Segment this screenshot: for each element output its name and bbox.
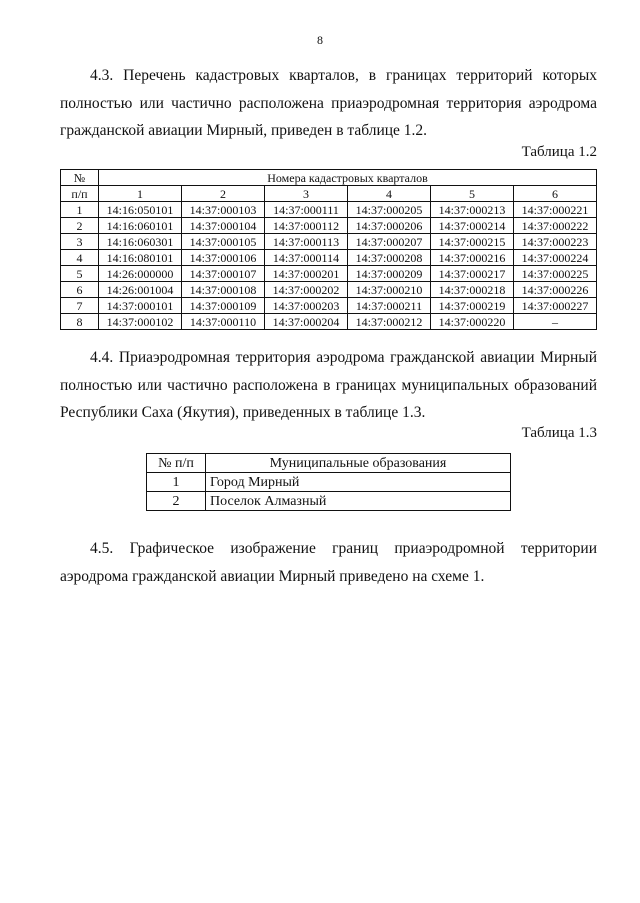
header-group-title: Номера кадастровых кварталов bbox=[99, 170, 597, 186]
column-header: 4 bbox=[348, 186, 431, 202]
column-header: 1 bbox=[99, 186, 182, 202]
cadastral-number-cell: 14:37:000113 bbox=[265, 234, 348, 250]
municipality-name-cell: Поселок Алмазный bbox=[206, 492, 511, 511]
header-num: № п/п bbox=[147, 454, 206, 473]
cadastral-number-cell: 14:16:050101 bbox=[99, 202, 182, 218]
cadastral-number-cell: 14:37:000221 bbox=[514, 202, 597, 218]
cadastral-number-cell: 14:37:000205 bbox=[348, 202, 431, 218]
cadastral-number-cell: 14:37:000212 bbox=[348, 314, 431, 330]
table-row bbox=[61, 314, 597, 330]
table-1-3-caption: Таблица 1.3 bbox=[521, 425, 597, 441]
table-row bbox=[61, 234, 597, 250]
cadastral-number-cell: 14:37:000207 bbox=[348, 234, 431, 250]
header-num-top: № bbox=[61, 170, 99, 186]
cadastral-number-cell: 14:37:000101 bbox=[99, 298, 182, 314]
cadastral-number-cell: 14:37:000206 bbox=[348, 218, 431, 234]
cadastral-number-cell: 14:37:000219 bbox=[431, 298, 514, 314]
cadastral-number-cell: 14:37:000227 bbox=[514, 298, 597, 314]
table-row bbox=[147, 492, 511, 511]
cadastral-number-cell: 14:37:000114 bbox=[265, 250, 348, 266]
cadastral-number-cell: 14:37:000213 bbox=[431, 202, 514, 218]
cadastral-number-cell: 14:37:000108 bbox=[182, 282, 265, 298]
cadastral-number-cell: 14:37:000225 bbox=[514, 266, 597, 282]
cadastral-number-cell: 14:16:060301 bbox=[99, 234, 182, 250]
cadastral-number-cell: 14:37:000104 bbox=[182, 218, 265, 234]
cadastral-number-cell: 14:37:000110 bbox=[182, 314, 265, 330]
cadastral-number-cell: 14:16:080101 bbox=[99, 250, 182, 266]
cadastral-number-cell: 14:37:000105 bbox=[182, 234, 265, 250]
cadastral-number-cell: 14:37:000103 bbox=[182, 202, 265, 218]
cadastral-number-cell: – bbox=[514, 314, 597, 330]
cadastral-number-cell: 14:37:000216 bbox=[431, 250, 514, 266]
table-row bbox=[61, 218, 597, 234]
column-header: 2 bbox=[182, 186, 265, 202]
row-number-cell: 8 bbox=[61, 314, 99, 330]
table-header-row bbox=[61, 170, 597, 186]
cadastral-number-cell: 14:37:000214 bbox=[431, 218, 514, 234]
table-1-2-caption: Таблица 1.2 bbox=[521, 144, 597, 160]
table-row bbox=[61, 282, 597, 298]
cadastral-number-cell: 14:37:000224 bbox=[514, 250, 597, 266]
row-number-cell: 4 bbox=[61, 250, 99, 266]
cadastral-number-cell: 14:37:000204 bbox=[265, 314, 348, 330]
cadastral-number-cell: 14:26:000000 bbox=[99, 266, 182, 282]
header-num-bottom: п/п bbox=[61, 186, 99, 202]
row-number-cell: 6 bbox=[61, 282, 99, 298]
cadastral-number-cell: 14:37:000201 bbox=[265, 266, 348, 282]
table-row bbox=[61, 202, 597, 218]
cadastral-number-cell: 14:37:000111 bbox=[265, 202, 348, 218]
cadastral-number-cell: 14:37:000217 bbox=[431, 266, 514, 282]
cadastral-number-cell: 14:37:000209 bbox=[348, 266, 431, 282]
cadastral-number-cell: 14:37:000220 bbox=[431, 314, 514, 330]
row-number-cell: 5 bbox=[61, 266, 99, 282]
cadastral-number-cell: 14:37:000210 bbox=[348, 282, 431, 298]
municipality-name-cell: Город Мирный bbox=[206, 473, 511, 492]
cadastral-quarters-table bbox=[60, 169, 597, 330]
cadastral-number-cell: 14:37:000109 bbox=[182, 298, 265, 314]
table-header-row bbox=[147, 454, 511, 473]
cadastral-number-cell: 14:37:000222 bbox=[514, 218, 597, 234]
cadastral-number-cell: 14:37:000218 bbox=[431, 282, 514, 298]
row-number-cell: 1 bbox=[147, 473, 206, 492]
cadastral-number-cell: 14:37:000223 bbox=[514, 234, 597, 250]
section-4-4-paragraph: 4.4. Приаэродромная территория аэродрома гражданской авиации Мирный полностью или частично расположена в границах муниципальных образований Республики Саха (Якутия), приведенных в таблице 1.3. bbox=[60, 349, 597, 421]
cadastral-number-cell: 14:26:001004 bbox=[99, 282, 182, 298]
cadastral-number-cell: 14:37:000102 bbox=[99, 314, 182, 330]
column-header: 5 bbox=[431, 186, 514, 202]
table-row bbox=[61, 250, 597, 266]
table-body bbox=[61, 202, 597, 330]
row-number-cell: 2 bbox=[147, 492, 206, 511]
cadastral-number-cell: 14:37:000202 bbox=[265, 282, 348, 298]
table-header-row bbox=[61, 186, 597, 202]
page-number: 8 bbox=[317, 33, 323, 47]
row-number-cell: 2 bbox=[61, 218, 99, 234]
cadastral-number-cell: 14:37:000215 bbox=[431, 234, 514, 250]
section-4-5-paragraph: 4.5. Графическое изображение границ приаэродромной территории аэродрома гражданской авиации Мирный приведено на схеме 1. bbox=[60, 540, 597, 585]
section-4-3-paragraph: 4.3. Перечень кадастровых кварталов, в границах территорий которых полностью или частично расположена приаэродромная территория аэродрома гражданской авиации Мирный, приведен в таблице 1.2. bbox=[60, 67, 597, 139]
cadastral-number-cell: 14:37:000107 bbox=[182, 266, 265, 282]
cadastral-number-cell: 14:37:000106 bbox=[182, 250, 265, 266]
table-row bbox=[61, 298, 597, 314]
table-row bbox=[147, 473, 511, 492]
cadastral-number-cell: 14:37:000211 bbox=[348, 298, 431, 314]
table-row bbox=[61, 266, 597, 282]
column-header: 3 bbox=[265, 186, 348, 202]
municipalities-table bbox=[146, 453, 511, 511]
column-header: 6 bbox=[514, 186, 597, 202]
table-body bbox=[147, 473, 511, 511]
row-number-cell: 1 bbox=[61, 202, 99, 218]
cadastral-number-cell: 14:37:000226 bbox=[514, 282, 597, 298]
cadastral-number-cell: 14:16:060101 bbox=[99, 218, 182, 234]
cadastral-number-cell: 14:37:000112 bbox=[265, 218, 348, 234]
cadastral-number-cell: 14:37:000203 bbox=[265, 298, 348, 314]
cadastral-number-cell: 14:37:000208 bbox=[348, 250, 431, 266]
row-number-cell: 3 bbox=[61, 234, 99, 250]
row-number-cell: 7 bbox=[61, 298, 99, 314]
header-name: Муниципальные образования bbox=[206, 454, 511, 473]
